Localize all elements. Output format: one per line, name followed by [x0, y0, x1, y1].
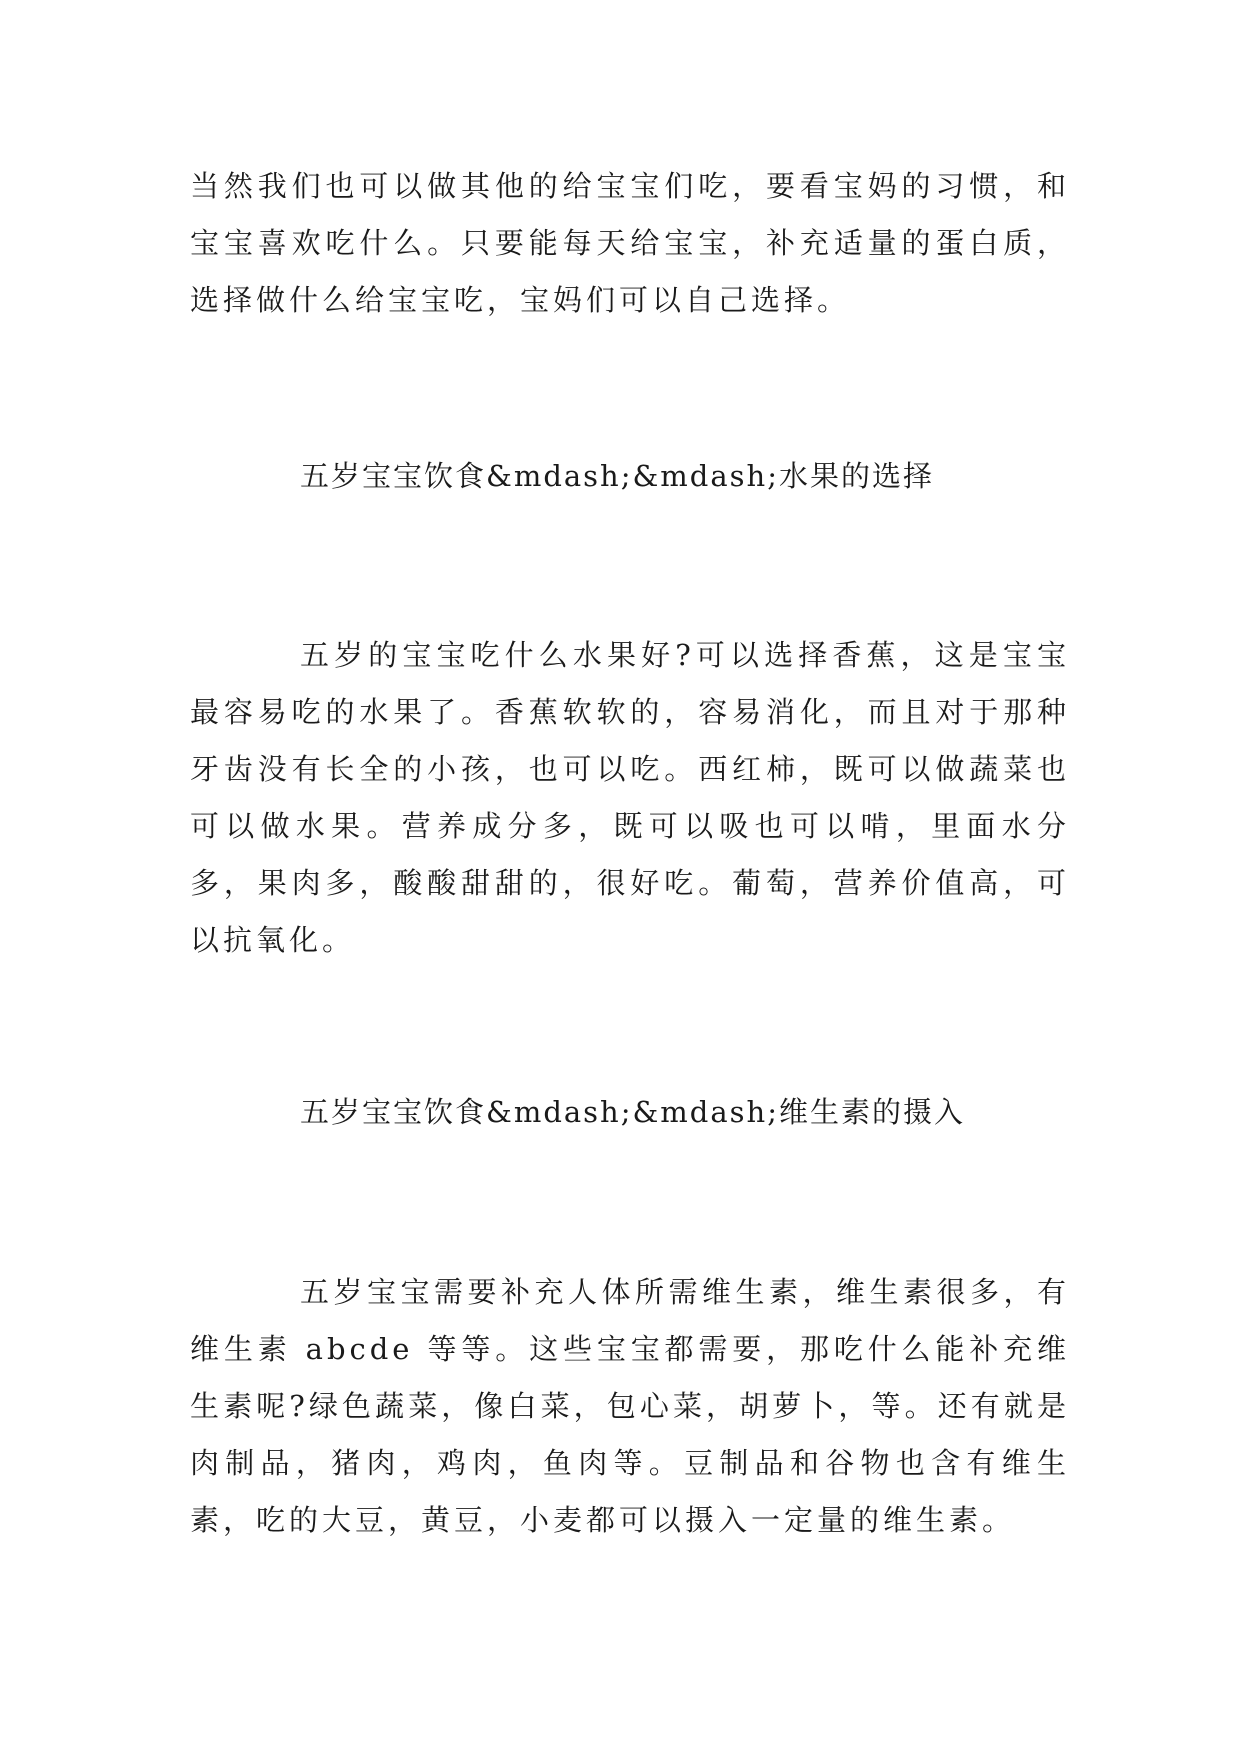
- heading-fruit-selection: 五岁宝宝饮食&mdash;&mdash;水果的选择: [300, 459, 934, 493]
- paragraph-vitamin: 五岁宝宝需要补充人体所需维生素，维生素很多，有维生素 abcde 等等。这些宝宝都需要，那吃什么能补充维生素呢?绿色蔬菜，像白菜，包心菜，胡萝卜，等。还有就是肉制品，猪肉，鸡肉，鱼肉等。豆制品和谷物也含有维生素，吃的大豆，黄豆，小麦都可以摄入一定量的维生素。: [190, 1275, 1070, 1537]
- paragraph-fruit: 五岁的宝宝吃什么水果好?可以选择香蕉，这是宝宝最容易吃的水果了。香蕉软软的，容易消化，而且对于那种牙齿没有长全的小孩，也可以吃。西红柿，既可以做蔬菜也可以做水果。营养成分多，既可以吸也可以啃，里面水分多，果肉多，酸酸甜甜的，很好吃。葡萄，营养价值高，可以抗氧化。: [190, 638, 1070, 957]
- paragraph-intro: 当然我们也可以做其他的给宝宝们吃，要看宝妈的习惯，和宝宝喜欢吃什么。只要能每天给宝宝，补充适量的蛋白质，选择做什么给宝宝吃，宝妈们可以自己选择。: [190, 169, 1070, 317]
- heading-vitamin-intake: 五岁宝宝饮食&mdash;&mdash;维生素的摄入: [300, 1095, 965, 1129]
